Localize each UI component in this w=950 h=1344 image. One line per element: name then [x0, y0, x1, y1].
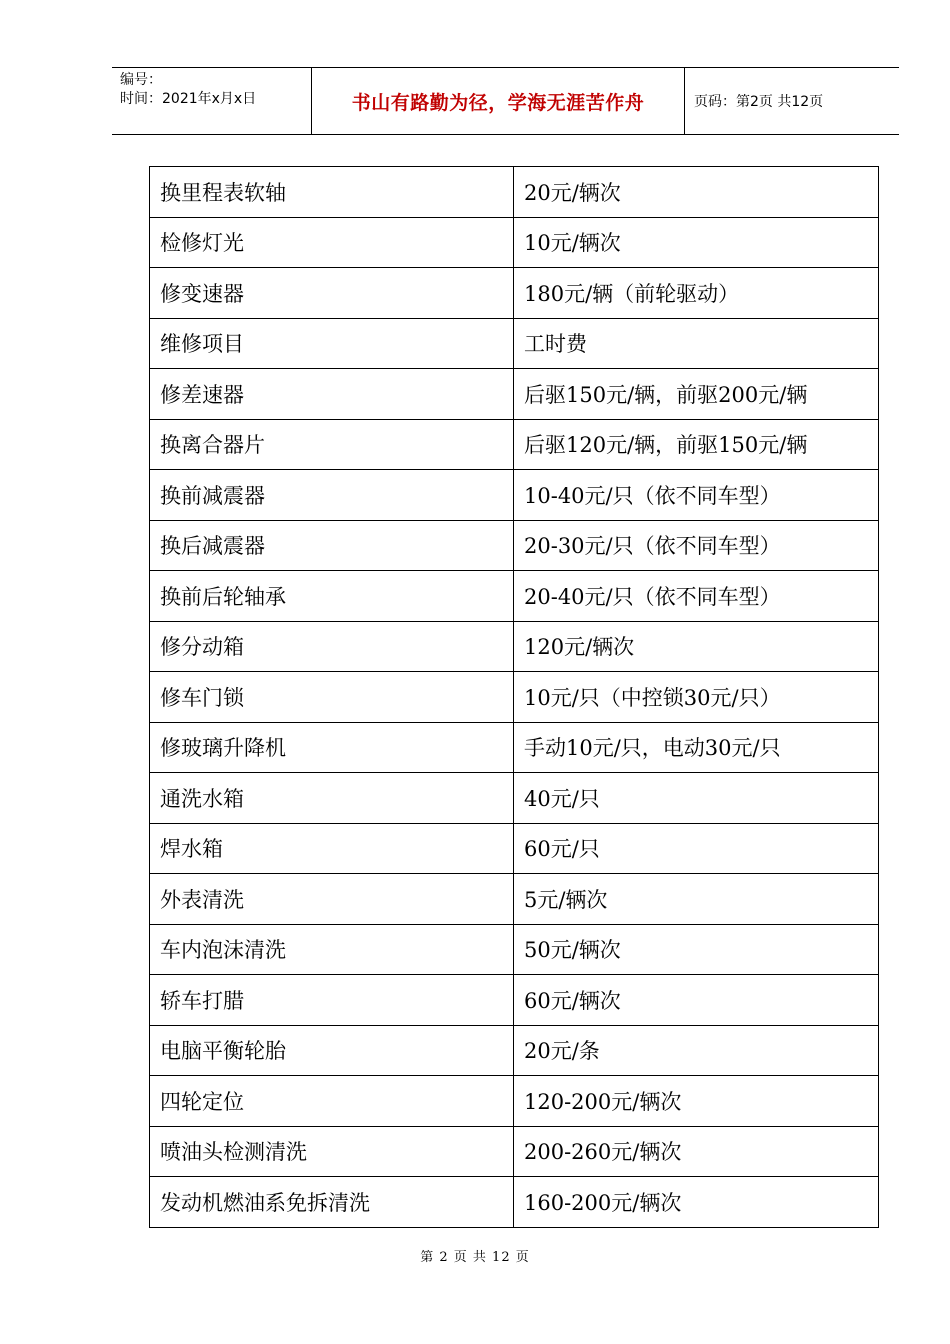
table-row	[150, 419, 879, 470]
table-row	[150, 1076, 879, 1127]
table-row	[150, 318, 879, 369]
service-item-cell: 发动机燃油系免拆清洗	[150, 1177, 514, 1228]
table-row	[150, 823, 879, 874]
table-row	[150, 1126, 879, 1177]
service-item-cell: 电脑平衡轮胎	[150, 1025, 514, 1076]
table-row	[150, 571, 879, 622]
service-fee-cell: 20-40元/只（依不同车型）	[514, 571, 879, 622]
service-item-cell: 车内泡沫清洗	[150, 924, 514, 975]
service-item-cell: 检修灯光	[150, 217, 514, 268]
service-fee-cell: 20元/条	[514, 1025, 879, 1076]
service-item-cell: 维修项目	[150, 318, 514, 369]
service-item-cell: 轿车打腊	[150, 975, 514, 1026]
header-divider	[684, 67, 685, 135]
service-fee-cell: 后驱120元/辆，前驱150元/辆	[514, 419, 879, 470]
service-item-cell: 换离合器片	[150, 419, 514, 470]
service-fee-cell: 40元/只	[514, 773, 879, 824]
fee-table	[149, 166, 879, 1228]
table-row	[150, 874, 879, 925]
service-fee-cell: 120-200元/辆次	[514, 1076, 879, 1127]
page-header	[112, 67, 899, 135]
table-row	[150, 369, 879, 420]
service-fee-cell: 后驱150元/辆，前驱200元/辆	[514, 369, 879, 420]
service-fee-cell: 10元/只（中控锁30元/只）	[514, 672, 879, 723]
table-row	[150, 1177, 879, 1228]
service-fee-cell: 160-200元/辆次	[514, 1177, 879, 1228]
service-fee-cell: 180元/辆（前轮驱动）	[514, 268, 879, 319]
service-item-cell: 修玻璃升降机	[150, 722, 514, 773]
service-item-cell: 修变速器	[150, 268, 514, 319]
header-page-info: 页码：第2页 共12页	[694, 94, 824, 110]
table-row	[150, 975, 879, 1026]
service-item-cell: 四轮定位	[150, 1076, 514, 1127]
service-item-cell: 修差速器	[150, 369, 514, 420]
table-row	[150, 773, 879, 824]
service-item-cell: 焊水箱	[150, 823, 514, 874]
service-fee-cell: 20元/辆次	[514, 167, 879, 218]
service-fee-cell: 200-260元/辆次	[514, 1126, 879, 1177]
table-row	[150, 621, 879, 672]
service-fee-cell: 60元/辆次	[514, 975, 879, 1026]
table-row	[150, 268, 879, 319]
service-fee-cell: 60元/只	[514, 823, 879, 874]
table-row	[150, 672, 879, 723]
table-row	[150, 217, 879, 268]
table-row	[150, 520, 879, 571]
service-item-cell: 通洗水箱	[150, 773, 514, 824]
service-fee-cell: 手动10元/只，电动30元/只	[514, 722, 879, 773]
service-fee-cell: 20-30元/只（依不同车型）	[514, 520, 879, 571]
header-date: 时间：2021年x月x日	[120, 91, 257, 107]
header-number-label: 编号：	[120, 72, 162, 88]
header-motto: 书山有路勤为径，学海无涯苦作舟	[351, 91, 645, 114]
table-row	[150, 722, 879, 773]
service-item-cell: 修车门锁	[150, 672, 514, 723]
service-item-cell: 喷油头检测清洗	[150, 1126, 514, 1177]
service-fee-cell: 120元/辆次	[514, 621, 879, 672]
service-item-cell: 换前后轮轴承	[150, 571, 514, 622]
service-fee-cell: 10元/辆次	[514, 217, 879, 268]
service-fee-cell: 5元/辆次	[514, 874, 879, 925]
service-fee-cell: 工时费	[514, 318, 879, 369]
fee-table-body	[150, 167, 879, 1228]
service-fee-cell: 10-40元/只（依不同车型）	[514, 470, 879, 521]
table-row	[150, 924, 879, 975]
service-item-cell: 换后减震器	[150, 520, 514, 571]
service-item-cell: 外表清洗	[150, 874, 514, 925]
service-fee-cell: 50元/辆次	[514, 924, 879, 975]
header-meta	[120, 71, 256, 109]
service-item-cell: 换前减震器	[150, 470, 514, 521]
page-footer: 第 2 页 共 12 页	[420, 1250, 530, 1265]
table-row	[150, 470, 879, 521]
service-item-cell: 换里程表软轴	[150, 167, 514, 218]
service-item-cell: 修分动箱	[150, 621, 514, 672]
table-row	[150, 1025, 879, 1076]
table-row	[150, 167, 879, 218]
